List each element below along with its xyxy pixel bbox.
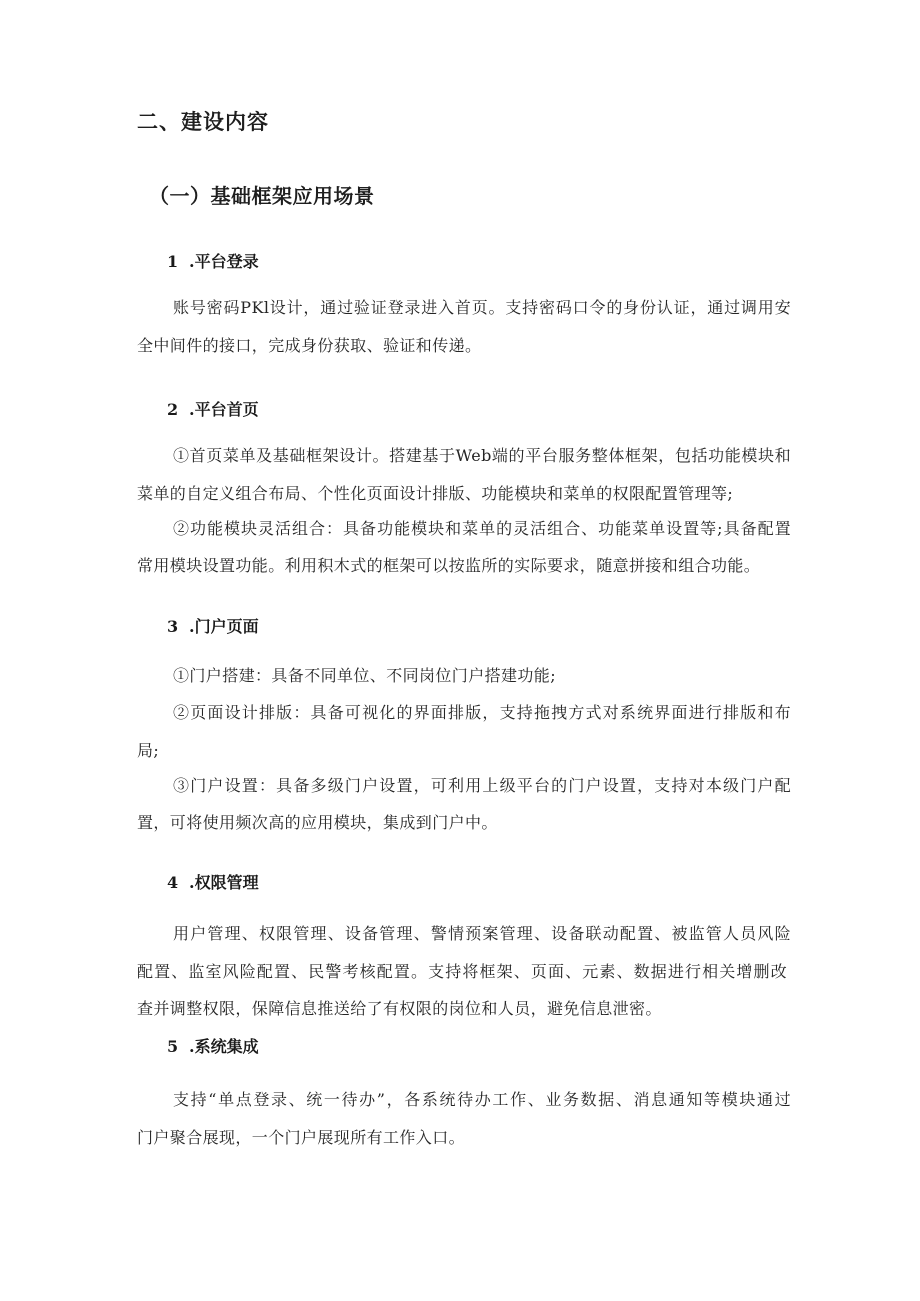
paragraph-line: ②功能模块灵活组合：具备功能模块和菜单的灵活组合、功能菜单设置等;具备配置 [173,519,791,538]
paragraph-line: 全中间件的接口，完成身份获取、验证和传递。 [137,336,482,355]
paragraph-line: ②页面设计排版：具备可视化的界面排版，支持拖拽方式对系统界面进行排版和布 [173,703,791,722]
paragraph-line: 置，可将使用频次高的应用模块，集成到门户中。 [137,813,498,832]
heading-platform-login [167,249,259,272]
heading-permission-management [167,870,259,893]
paragraph-line: 用户管理、权限管理、设备管理、警情预案管理、设备联动配置、被监管人员风险 [173,924,791,943]
paragraph-line: 门户聚合展现，一个门户展现所有工作入口。 [137,1128,466,1147]
paragraph-line: 支持“单点登录、统一待办”，各系统待办工作、业务数据、消息通知等模块通过 [173,1090,791,1109]
heading-text: .系统集成 [189,1037,259,1056]
heading-platform-home [167,397,259,420]
heading-text: .平台登录 [189,252,259,271]
paragraph-line: 账号密码PKl设计，通过验证登录进入首页。支持密码口令的身份认证，通过调用安 [173,298,791,317]
heading-number: 2 [167,400,179,419]
paragraph-line: ①门户搭建：具备不同单位、不同岗位门户搭建功能; [173,666,556,685]
heading-number: 5 [167,1037,179,1056]
heading-portal-page [167,614,259,637]
paragraph-line: 菜单的自定义组合布局、个性化页面设计排版、功能模块和菜单的权限配置管理等; [137,484,734,503]
heading-number: 3 [167,617,179,636]
heading-text: .平台首页 [189,400,259,419]
paragraph-line: ③门户设置：具备多级门户设置，可利用上级平台的门户设置，支持对本级门户配 [173,776,791,795]
heading-number: 4 [167,873,179,892]
paragraph-line: 查并调整权限，保障信息推送给了有权限的岗位和人员，避免信息泄密。 [137,999,662,1018]
heading-text: .门户页面 [189,617,259,636]
section-title: 二、建设内容 [137,109,269,134]
heading-number: 1 [167,252,179,271]
heading-text: .权限管理 [189,873,259,892]
paragraph-line: ①首页菜单及基础框架设计。搭建基于Web端的平台服务整体框架，包括功能模块和 [173,446,791,465]
subsection-title: （一）基础框架应用场景 [149,184,375,208]
paragraph-line: 配置、监室风险配置、民警考核配置。支持将框架、页面、元素、数据进行相关增删改 [137,962,787,981]
heading-system-integration [167,1034,259,1057]
paragraph-line: 常用模块设置功能。利用积木式的框架可以按监所的实际要求，随意拼接和组合功能。 [137,556,761,575]
paragraph-line: 局; [137,741,160,760]
